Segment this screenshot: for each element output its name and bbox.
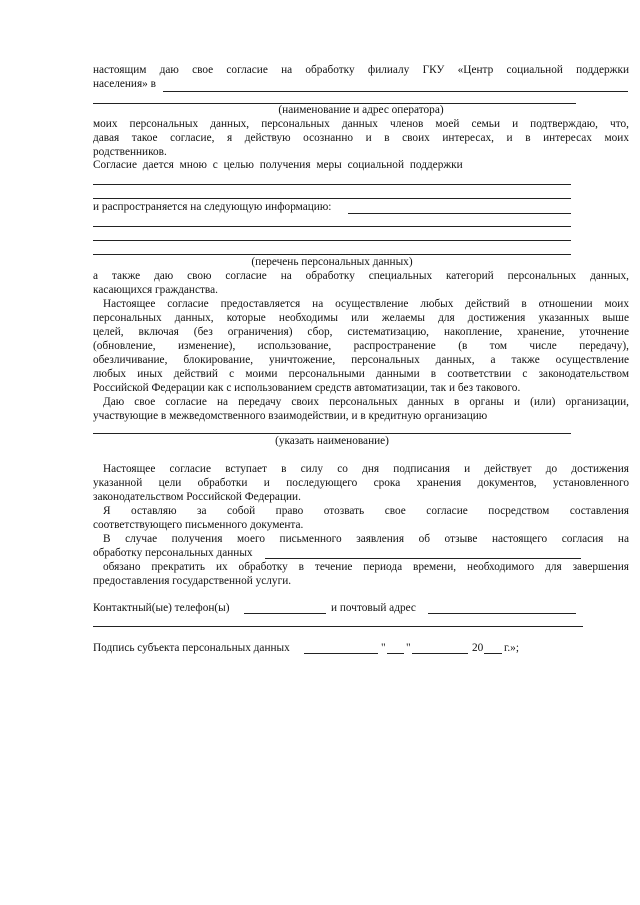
validity-line-3: законодательством Российской Федерации. <box>93 491 301 503</box>
actions-line-6: любых иных действий с моими персональными данными в соответствии с законодательством <box>93 368 629 380</box>
day-field-line[interactable] <box>387 653 404 654</box>
info-field-line-1[interactable] <box>348 213 571 214</box>
phone-field-line[interactable] <box>244 613 326 614</box>
info-field-line-2[interactable] <box>93 226 571 227</box>
organization-field-line[interactable] <box>93 433 571 434</box>
actions-line-2: персональных данных, которые необходимы или желаемы для достижения указанных выше <box>93 312 629 324</box>
operator-caption: (наименование и адрес оператора) <box>278 104 444 116</box>
actions-line-5: обезличивание, блокирование, уничтожение, персональных данных, а также осуществление <box>93 354 629 366</box>
consent-line-1: моих персональных данных, персональных данных членов моей семьи и подтверждаю, что, <box>93 118 629 130</box>
date-quote-close: " <box>406 642 411 654</box>
month-field-line[interactable] <box>412 653 468 654</box>
signature-field-line[interactable] <box>304 653 378 654</box>
signature-label: Подпись субъекта персональных данных <box>93 642 290 654</box>
withdrawal-line-4: предоставления государственной услуги. <box>93 575 292 587</box>
transfer-line-1: Даю свое согласие на передачу своих персональных данных в органы и (или) организации, <box>103 396 629 408</box>
phone-label: Контактный(ые) телефон(ы) <box>93 602 230 614</box>
info-field-line-4[interactable] <box>93 254 571 255</box>
year-field-line[interactable] <box>484 653 502 654</box>
special-line-1: а также даю свою согласие на обработку специальных категорий персональных данных, <box>93 270 629 282</box>
year-suffix: г.»; <box>504 642 519 654</box>
consent-line-3: родственников. <box>93 146 167 158</box>
organization-caption: (указать наименование) <box>275 435 389 447</box>
validity-line-2: указанной цели обработки и последующего срока хранения документов, установленного <box>93 477 629 489</box>
year-prefix: 20 <box>472 642 484 654</box>
intro-line-1: настоящим даю свое согласие на обработку филиалу ГКУ «Центр социальной поддержки <box>93 64 629 76</box>
info-line-label: и распространяется на следующую информацию: <box>93 201 332 213</box>
revoke-line-1: Я оставляю за собой право отозвать свое согласие посредством составления <box>103 505 629 517</box>
purpose-line: Согласие дается мною с целью получения меры социальной поддержки <box>93 159 463 171</box>
actions-line-4: (обновление, изменение), использование, распространение (в том числе передачу), <box>93 340 629 352</box>
withdrawal-field-line[interactable] <box>265 558 581 559</box>
address-field-line-2[interactable] <box>93 626 583 627</box>
actions-line-3: целей, включая (без ограничения) сбор, систематизацию, накопление, хранение, уточнение <box>93 326 629 338</box>
address-label: и почтовый адрес <box>331 602 416 614</box>
consent-line-2: давая такое согласие, я действую осознанно и в своих интересах, и в интересах моих <box>93 132 629 144</box>
purpose-field-line-2[interactable] <box>93 198 571 199</box>
actions-line-1: Настоящее согласие предоставляется на осуществление любых действий в отношении моих <box>103 298 629 310</box>
actions-line-7: Российской Федерации как с использованием средств автоматизации, так и без такового. <box>93 382 521 394</box>
date-quote-open: " <box>381 642 386 654</box>
withdrawal-line-1: В случае получения моего письменного заявления об отзыве настоящего согласия на <box>103 533 629 545</box>
address-field-line[interactable] <box>428 613 576 614</box>
special-line-2: касающихся гражданства. <box>93 284 218 296</box>
info-field-line-3[interactable] <box>93 240 571 241</box>
transfer-line-2: участвующие в межведомственного взаимодействии, и в кредитную организацию <box>93 410 488 422</box>
personal-data-caption: (перечень персональных данных) <box>251 256 413 268</box>
operator-field-line[interactable] <box>163 91 628 92</box>
intro-line-2-text: населения» в <box>93 78 156 90</box>
withdrawal-line-3: обязано прекратить их обработку в течение периода времени, необходимого для завершения <box>103 561 629 573</box>
intro-line-2 <box>93 78 156 91</box>
validity-line-1: Настоящее согласие вступает в силу со дня подписания и действует до достижения <box>103 463 629 475</box>
purpose-field-line-1[interactable] <box>93 184 571 185</box>
revoke-line-2: соответствующего письменного документа. <box>93 519 304 531</box>
withdrawal-line-2: обработку персональных данных <box>93 547 253 559</box>
